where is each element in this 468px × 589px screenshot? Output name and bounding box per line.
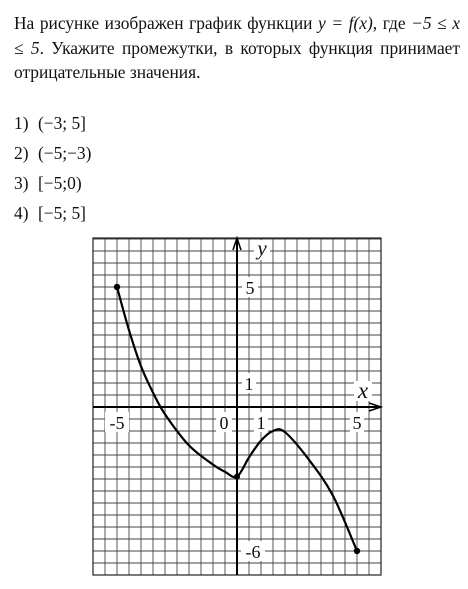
x-tick-label: 5: [352, 413, 362, 433]
x-tick-label: 1: [256, 413, 266, 433]
x-axis-label: x: [357, 378, 369, 403]
y-tick-label: 5: [245, 278, 255, 298]
option-text: [−5;0): [38, 173, 82, 193]
option-number: 1): [14, 113, 29, 133]
option-number: 4): [14, 203, 29, 223]
x-tick-label: -5: [109, 413, 125, 433]
domain-condition: −5 ≤ x ≤ 5: [14, 13, 460, 58]
function-notation: y = f(x): [318, 13, 373, 33]
curve-end-point: [354, 548, 360, 554]
curve-start-point: [114, 284, 120, 290]
problem-text-end: . Укажите промежутки, в которых функция принимает отрицательные значения.: [14, 37, 460, 82]
option-text: [−5; 5]: [38, 203, 86, 223]
axes: [93, 238, 381, 575]
curve-y-intercept-point: [234, 474, 240, 480]
y-tick-label: -6: [245, 542, 261, 562]
problem-text-mid: , где: [372, 13, 412, 33]
option-number: 3): [14, 173, 29, 193]
y-tick-label: 1: [244, 374, 254, 394]
option-number: 2): [14, 143, 29, 163]
option-text: (−5;−3): [38, 143, 92, 163]
option-text: (−3; 5]: [38, 113, 86, 133]
x-tick-label: 0: [219, 413, 229, 433]
tick-labels: [105, 236, 372, 562]
y-axis-label: y: [257, 236, 267, 260]
problem-text-start: На рисунке изображен график функции: [14, 13, 319, 33]
